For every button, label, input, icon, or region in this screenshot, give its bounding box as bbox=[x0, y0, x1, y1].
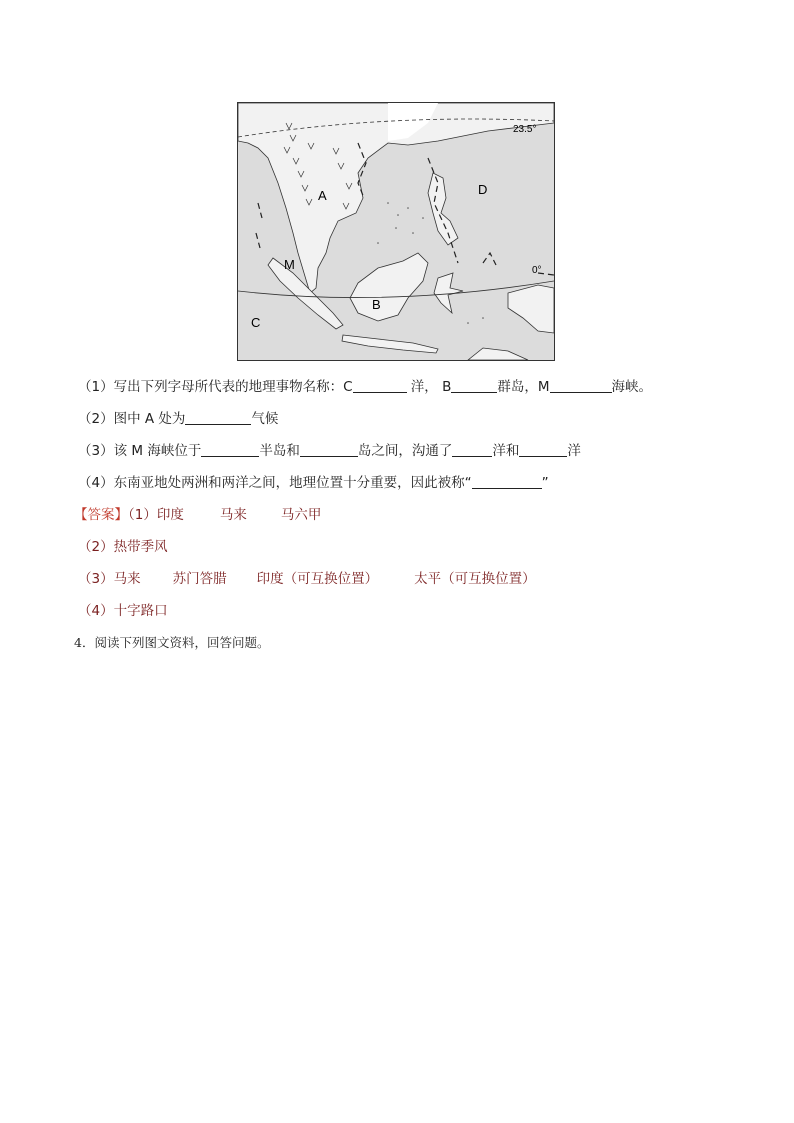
label-0: 0° bbox=[532, 265, 542, 276]
blank-b[interactable] bbox=[451, 378, 497, 393]
label-a: A bbox=[318, 188, 327, 203]
answer-2: （2）热带季风 bbox=[78, 539, 168, 555]
blank-m[interactable] bbox=[550, 378, 612, 393]
answer-3: （3）马来 苏门答腊 印度（可互换位置） 太平（可互换位置） bbox=[78, 571, 536, 587]
question-1: （1）写出下列字母所代表的地理事物名称：C 洋， B 群岛，M 海峡。 bbox=[78, 379, 653, 395]
label-d: D bbox=[478, 182, 488, 197]
label-b: B bbox=[372, 297, 381, 312]
question-3: （3）该 M 海峡位于 半岛和 岛之间，沟通了 洋和 洋 bbox=[78, 443, 581, 459]
question-4-heading: 4．阅读下列图文资料，回答问题。 bbox=[74, 635, 270, 650]
question-2: （2）图中 A 处为 气候 bbox=[78, 411, 279, 427]
map-drawing bbox=[238, 103, 554, 360]
label-23-5: 23.5° bbox=[513, 124, 537, 135]
blank-peninsula[interactable] bbox=[201, 442, 259, 457]
blank-c[interactable] bbox=[353, 378, 407, 393]
southeast-asia-map bbox=[237, 102, 555, 361]
blank-ocean-2[interactable] bbox=[519, 442, 567, 457]
answer-4: （4）十字路口 bbox=[78, 603, 168, 619]
blank-climate[interactable] bbox=[185, 410, 251, 425]
answer-1: 【答案】（1）印度 马来 马六甲 bbox=[74, 507, 322, 523]
question-4: （4）东南亚地处两洲和两洋之间，地理位置十分重要，因此被称“ ” bbox=[78, 475, 549, 491]
blank-ocean-1[interactable] bbox=[452, 442, 492, 457]
blank-island[interactable] bbox=[300, 442, 358, 457]
blank-crossroads[interactable] bbox=[472, 474, 542, 489]
label-c: C bbox=[251, 315, 261, 330]
label-m: M bbox=[284, 257, 295, 272]
